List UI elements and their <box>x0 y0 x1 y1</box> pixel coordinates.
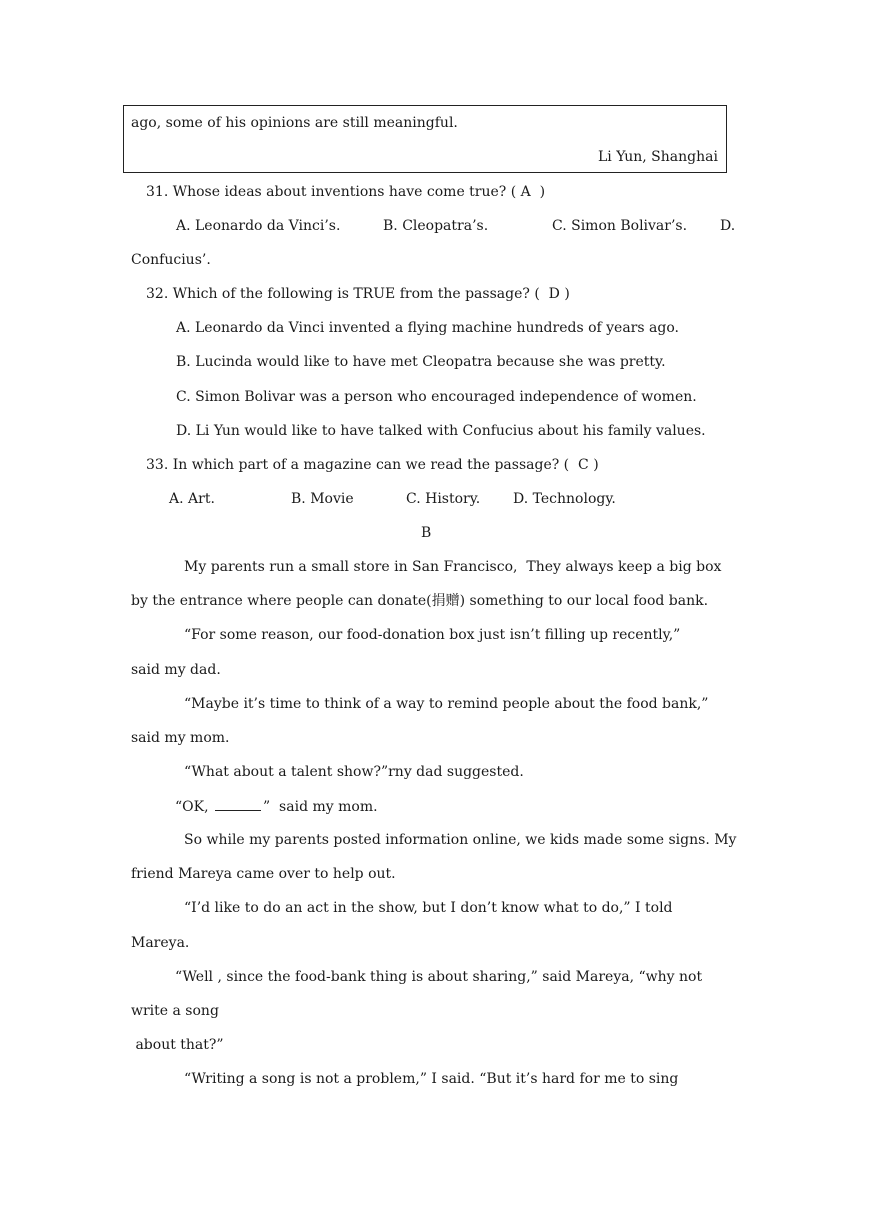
passage-line: write a song <box>131 1003 219 1019</box>
question-31-option-b: B. Cleopatra’s. <box>383 218 489 234</box>
question-32-option-b: B. Lucinda would like to have met Cleopatra because she was pretty. <box>176 354 666 370</box>
passage-line: about that?” <box>131 1037 224 1053</box>
question-31-stem: 31. Whose ideas about inventions have come true? ( A ) <box>146 184 546 200</box>
passage-line: said my mom. <box>131 730 230 746</box>
passage-line: “What about a talent show?”rny dad suggested. <box>184 764 524 780</box>
question-32-option-a: A. Leonardo da Vinci invented a flying machine hundreds of years ago. <box>176 320 679 336</box>
passage-line: “Writing a song is not a problem,” I said. “But it’s hard for me to sing <box>184 1071 679 1087</box>
question-31-option-d-end: Confucius’. <box>131 252 211 268</box>
question-33-option-d: D. Technology. <box>513 491 616 507</box>
question-33-option-a: A. Art. <box>169 491 215 507</box>
passage-line: “For some reason, our food-donation box just isn’t filling up recently,” <box>184 627 681 643</box>
passage-line: “I’d like to do an act in the show, but I don’t know what to do,” I told <box>184 900 673 916</box>
question-33-stem: 33. In which part of a magazine can we read the passage? ( C ) <box>146 457 599 473</box>
box-text: ago, some of his opinions are still meaningful. <box>131 115 458 131</box>
box-signature: Li Yun, Shanghai <box>598 149 718 165</box>
passage-line: by the entrance where people can donate(捐赠) something to our local food bank. <box>131 593 709 609</box>
question-33-option-c: C. History. <box>406 491 481 507</box>
passage-text: “OK, <box>175 799 209 815</box>
passage-line: “Well , since the food-bank thing is about sharing,” said Mareya, “why not <box>175 969 703 985</box>
answer-blank <box>215 797 261 811</box>
question-33-option-b: B. Movie <box>291 491 354 507</box>
question-32-stem: 32. Which of the following is TRUE from the passage? ( D ) <box>146 286 570 302</box>
passage-line-with-blank <box>175 797 378 816</box>
question-31-option-c: C. Simon Bolivar’s. <box>552 218 688 234</box>
section-heading-b: B <box>421 525 432 541</box>
passage-line: So while my parents posted information online, we kids made some signs. My <box>184 832 737 848</box>
question-32-option-c: C. Simon Bolivar was a person who encouraged independence of women. <box>176 389 697 405</box>
passage-line: said my dad. <box>131 662 221 678</box>
question-32-option-d: D. Li Yun would like to have talked with Confucius about his family values. <box>176 423 706 439</box>
passage-line: “Maybe it’s time to think of a way to remind people about the food bank,” <box>184 696 709 712</box>
question-31-option-a: A. Leonardo da Vinci’s. <box>176 218 341 234</box>
passage-line: Mareya. <box>131 935 190 951</box>
question-31-option-d-start: D. <box>720 218 736 234</box>
passage-line: My parents run a small store in San Francisco, They always keep a big box <box>184 559 722 575</box>
passage-line: friend Mareya came over to help out. <box>131 866 396 882</box>
passage-text: ” said my mom. <box>263 799 378 815</box>
